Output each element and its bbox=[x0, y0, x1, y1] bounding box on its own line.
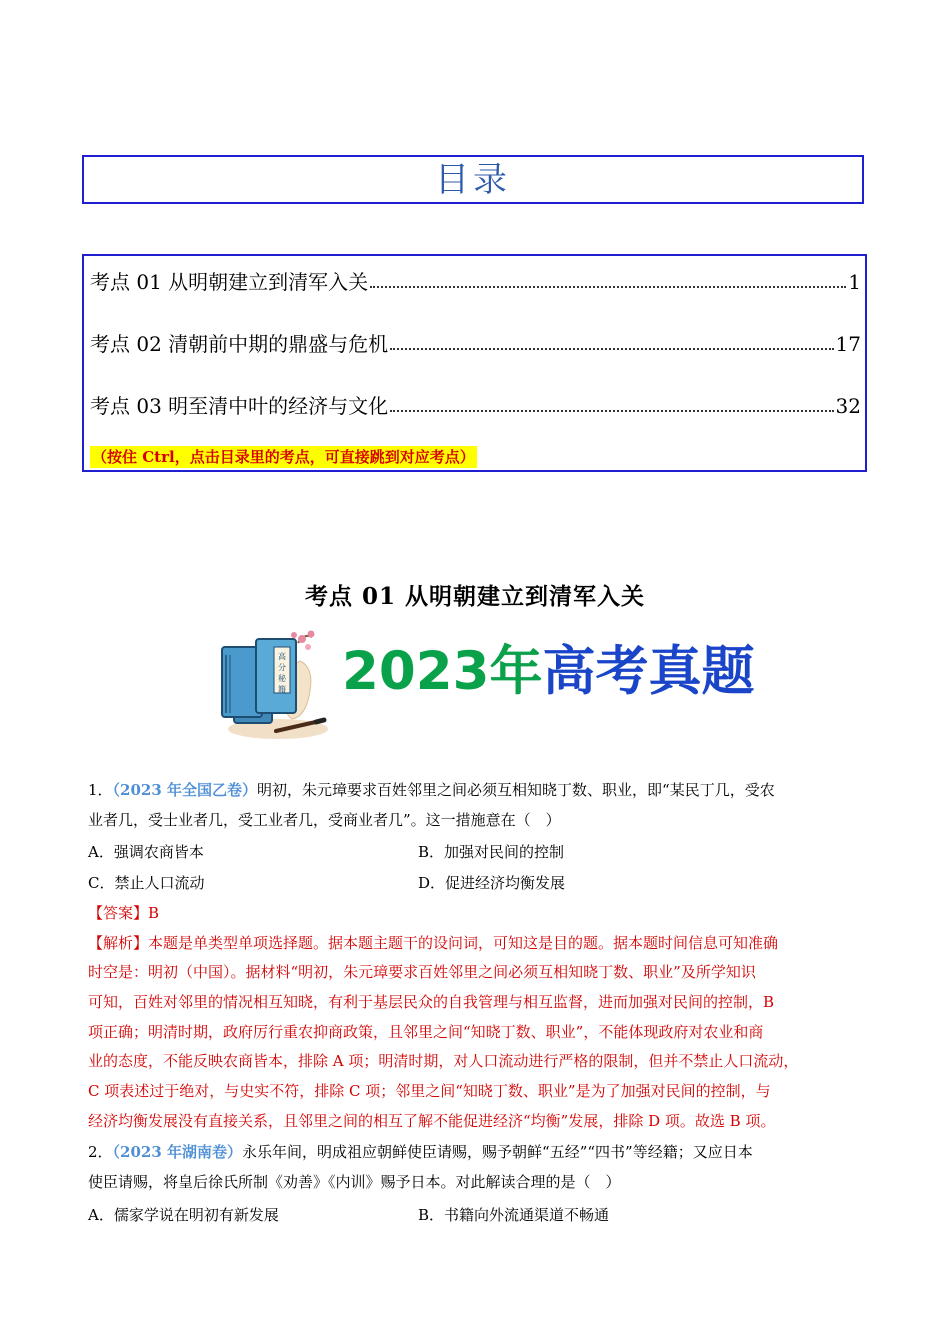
answer-label: 【答案】 bbox=[88, 904, 149, 922]
question-stem: 永乐年间，明成祖应朝鲜使臣请赐，赐予朝鲜“五经”“四书”等经籍；又应日本 bbox=[242, 1143, 753, 1161]
toc-entry-1[interactable] bbox=[90, 262, 861, 292]
toc-leader-dots bbox=[370, 286, 846, 288]
question-stem: 明初，朱元璋要求百姓邻里之间必须互相知晓丁数、职业，即“某民丁几，受农 bbox=[257, 781, 775, 799]
toc-entry-label: 考点 01 从明朝建立到清军入关 bbox=[90, 270, 369, 294]
question-1-analysis-line: 经济均衡发展没有直接关系，且邻里之间的相互了解不能促进经济“均衡”发展，排除 D 项。故选 B 项。 bbox=[88, 1112, 776, 1130]
books-icon bbox=[216, 625, 331, 743]
question-2-option-b: B．书籍向外流通渠道不畅通 bbox=[418, 1206, 610, 1224]
question-source: （2023 年全国乙卷） bbox=[112, 781, 258, 799]
toc-entry-label: 考点 02 清朝前中期的鼎盛与危机 bbox=[90, 332, 389, 356]
question-2-stem-line-1 bbox=[88, 1142, 753, 1162]
question-1-option-a: A．强调农商皆本 bbox=[88, 843, 204, 861]
svg-text:高: 高 bbox=[278, 652, 286, 661]
toc-leader-dots bbox=[390, 410, 833, 412]
section-heading: 考点 01 从明朝建立到清军入关 bbox=[304, 583, 646, 610]
question-source: （2023 年湖南卷） bbox=[112, 1143, 243, 1161]
toc-entry-2[interactable] bbox=[90, 324, 861, 354]
toc-title-box bbox=[82, 155, 864, 204]
question-1-stem-line-2: 业者几，受士业者几，受工业者几，受商业者几”。这一措施意在（ ） bbox=[88, 811, 561, 829]
svg-text:秘: 秘 bbox=[278, 674, 286, 683]
question-1-analysis-line: 可知，百姓对邻里的情况相互知晓，有利于基层民众的自我管理与相互监督，进而加强对民间的控制，B bbox=[88, 993, 775, 1011]
toc-title: 目录 bbox=[435, 159, 511, 200]
question-2-stem-line-2: 使臣请赐，将皇后徐氏所制《劝善》《内训》赐予日本。对此解读合理的是（ ） bbox=[88, 1173, 621, 1191]
banner-year: 2023年 bbox=[342, 641, 543, 702]
svg-text:籍: 籍 bbox=[278, 685, 286, 694]
question-1-analysis-line: 项正确；明清时期，政府厉行重农抑商政策，且邻里之间“知晓丁数、职业”，不能体现政府对农业和商 bbox=[88, 1023, 764, 1041]
toc-entry-label: 考点 03 明至清中叶的经济与文化 bbox=[90, 394, 389, 418]
toc-entry-page: 32 bbox=[835, 394, 861, 418]
question-1-analysis-line bbox=[88, 933, 778, 953]
question-number: 1． bbox=[88, 781, 113, 799]
svg-text:分: 分 bbox=[278, 663, 286, 672]
toc-entry-3[interactable] bbox=[90, 386, 861, 416]
toc-entry-page: 17 bbox=[835, 332, 861, 356]
toc-ctrl-note: （按住 Ctrl，点击目录里的考点，可直接跳到对应考点） bbox=[92, 448, 475, 466]
toc-list bbox=[82, 254, 867, 472]
analysis-text: 本题是单类型单项选择题。据本题主题干的设问词，可知这是目的题。据本题时间信息可知准确 bbox=[148, 934, 779, 952]
question-1-option-b: B．加强对民间的控制 bbox=[418, 843, 565, 861]
answer-value: B bbox=[148, 904, 160, 922]
question-1-answer bbox=[88, 903, 159, 923]
question-1-option-c: C．禁止人口流动 bbox=[88, 874, 205, 892]
toc-leader-dots bbox=[390, 348, 833, 350]
toc-entry-page: 1 bbox=[848, 270, 861, 294]
question-1-option-d: D．促进经济均衡发展 bbox=[418, 874, 566, 892]
exam-banner bbox=[216, 625, 755, 743]
question-2-option-a: A．儒家学说在明初有新发展 bbox=[88, 1206, 279, 1224]
banner-title: 高考真题 bbox=[542, 641, 755, 702]
question-1-stem-line-1 bbox=[88, 780, 775, 800]
question-number: 2． bbox=[88, 1143, 113, 1161]
question-1-analysis-line: C 项表述过于绝对，与史实不符，排除 C 项；邻里之间“知晓丁数、职业”是为了加强对民间的控制，与 bbox=[88, 1082, 771, 1100]
question-1-analysis-line: 时空是：明初（中国）。据材料“明初，朱元璋要求百姓邻里之间必须互相知晓丁数、职业”及所学知识 bbox=[88, 963, 756, 981]
analysis-label: 【解析】 bbox=[88, 934, 149, 952]
question-1-analysis-line: 业的态度，不能反映农商皆本，排除 A 项；明清时期，对人口流动进行严格的限制，但并不禁止人口流动， bbox=[88, 1052, 799, 1070]
banner-text bbox=[342, 641, 755, 702]
